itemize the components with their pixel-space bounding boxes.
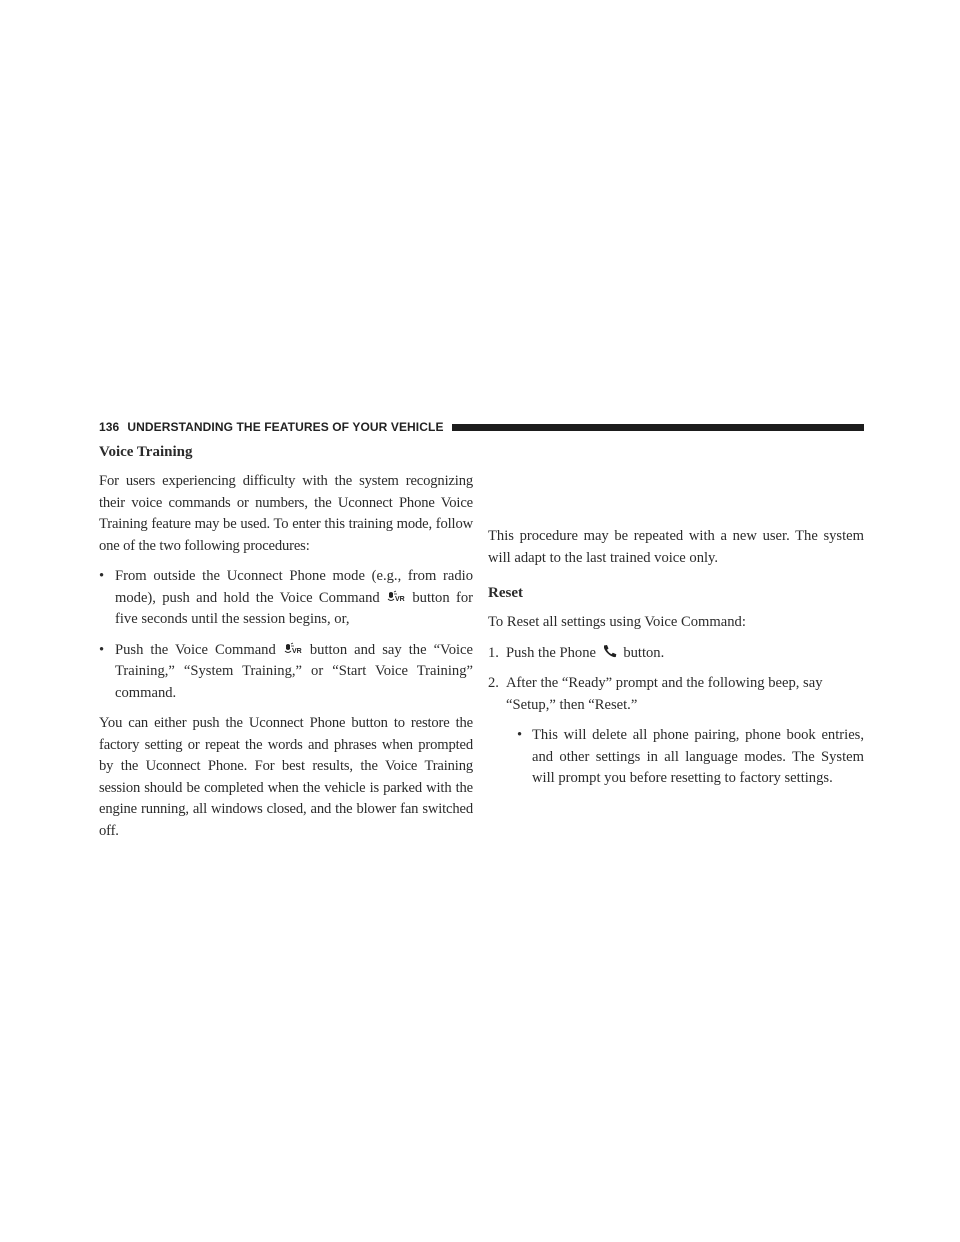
repeat-paragraph: This procedure may be repeated with a new user. The system will adapt to the last trained voice only.	[488, 528, 864, 566]
page-header	[99, 419, 864, 435]
svg-text:VR: VR	[291, 647, 302, 655]
restore-paragraph: You can either push the Uconnect Phone button to restore the factory setting or repeat the words and phrases when prompted by the Uconnect Phone. For best results, the Voice Training session should be completed when the vehicle is parked with the engine running, all windows closed, and the blower fan switched off.	[99, 715, 473, 839]
voice-training-intro: For users experiencing difficulty with the system recognizing their voice commands or numbers, the Uconnect Phone Voice Training feature may be used. To enter this training mode, follow one of the two following procedures:	[99, 473, 473, 554]
voice-command-icon	[284, 642, 302, 655]
list-item	[504, 725, 864, 790]
bullet1-text-after: button for five seconds until the session begins, or,	[115, 589, 473, 627]
sub-bullet-text: This will delete all phone pairing, phone book entries, and other settings in all language modes. The System will prompt you before resetting to factory settings.	[532, 727, 864, 786]
phone-icon	[602, 644, 618, 658]
section-title: UNDERSTANDING THE FEATURES OF YOUR VEHICLE	[127, 420, 444, 434]
list-item	[99, 640, 473, 705]
list-item	[99, 566, 473, 631]
bullet-icon: •	[517, 727, 523, 743]
reset-heading: Reset	[488, 585, 523, 601]
right-column	[488, 526, 864, 799]
step-number: 2.	[488, 675, 499, 691]
list-item	[488, 673, 864, 716]
reset-intro: To Reset all settings using Voice Command:	[488, 614, 746, 630]
bullet-icon: •	[99, 641, 105, 658]
step1-text-after: button.	[623, 644, 665, 661]
step1-text-before: Push the Phone	[506, 644, 596, 661]
step2-text: After the “Ready” prompt and the following beep, say “Setup,” then “Reset.”	[506, 675, 823, 713]
bullet2-text-before: Push the Voice Command	[115, 641, 276, 658]
bullet-icon: •	[99, 568, 105, 584]
list-item	[488, 643, 864, 665]
step-number: 1.	[488, 644, 499, 661]
voice-command-icon	[387, 590, 405, 603]
voice-training-heading: Voice Training	[99, 444, 193, 460]
svg-text:VR: VR	[395, 595, 405, 603]
bullet1-text-before: From outside the Uconnect Phone mode (e.g., from radio mode), push and hold the Voice Command	[115, 568, 473, 606]
left-column	[99, 442, 473, 851]
page-number: 136	[99, 420, 120, 434]
bullet2-text-after: button and say the “Voice Training,” “System Training,” or “Start Voice Training” command.	[115, 641, 474, 701]
header-rule	[452, 424, 864, 431]
